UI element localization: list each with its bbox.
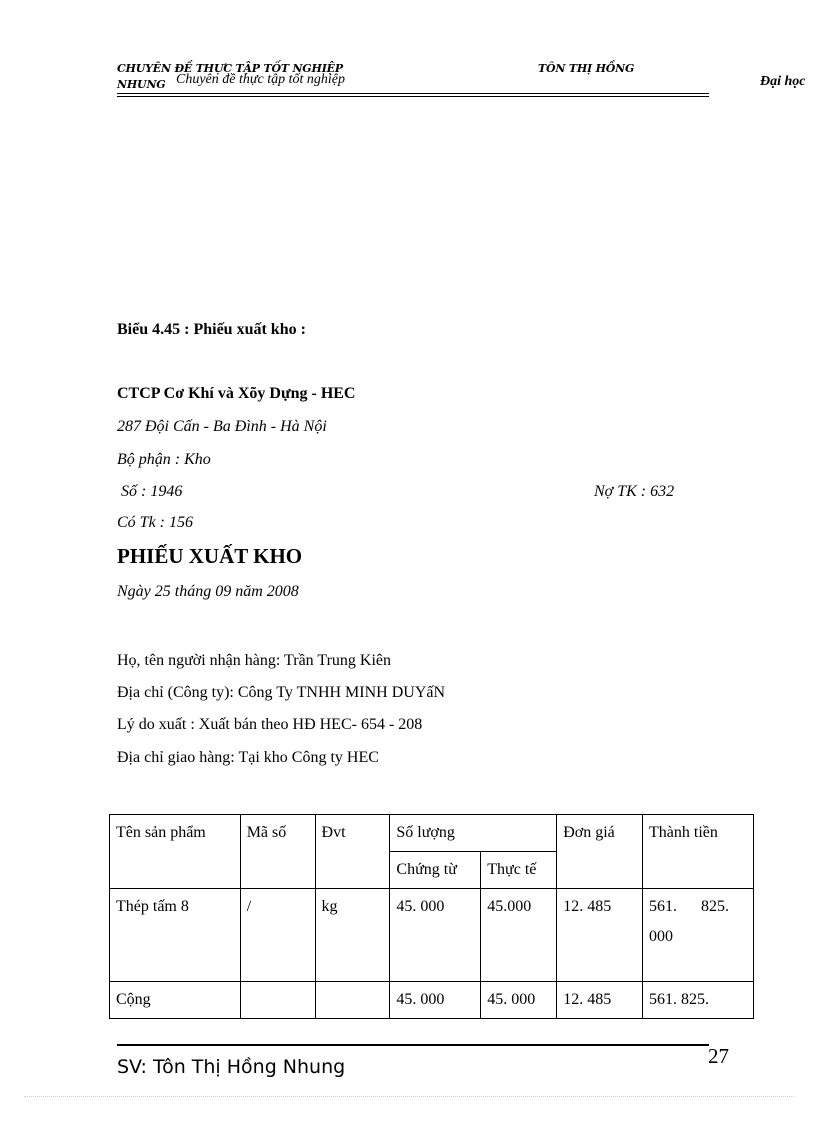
cell-product: Thép tấm 8 — [110, 889, 241, 982]
header-author: TÔN THỊ HỒNG — [538, 62, 635, 75]
company-address-line: Địa chỉ (Công ty): Công Ty TNHH MINH DUYấN — [117, 684, 446, 701]
table-total-row — [110, 982, 754, 1019]
cell-unit: kg — [315, 889, 390, 982]
cell-amount-line1: 561. 825. — [649, 898, 730, 915]
header-rule-bottom — [117, 96, 709, 97]
header-rule-top — [117, 93, 709, 94]
cell-code: / — [240, 889, 315, 982]
debit-account: Nợ TK : 632 — [594, 483, 675, 500]
total-unit — [315, 982, 390, 1019]
total-qty-actual: 45. 000 — [481, 982, 557, 1019]
total-label: Cộng — [110, 982, 241, 1019]
header-product: Tên sản phẩm — [110, 815, 241, 889]
company-address: 287 Đội Cấn - Ba Đình - Hà Nội — [117, 418, 327, 435]
goods-table — [109, 814, 754, 1019]
form-caption: Biểu 4.45 : Phiếu xuất kho : — [117, 321, 306, 338]
cell-amount-line2: 000 — [649, 928, 674, 945]
delivery-line: Địa chỉ giao hàng: Tại kho Công ty HEC — [117, 749, 379, 766]
header-overlay-title: Chuyên đề thực tập tốt nghiệp — [176, 72, 345, 87]
receiver-line: Họ, tên người nhận hàng: Trần Trung Kiên — [117, 652, 392, 669]
header-qty-doc: Chứng từ — [390, 852, 481, 889]
cell-unit-price: 12. 485 — [557, 889, 643, 982]
footer-rule — [117, 1044, 709, 1046]
company-name: CTCP Cơ Khí và Xõy Dựng - HEC — [117, 385, 356, 402]
total-qty-doc: 45. 000 — [390, 982, 481, 1019]
voucher-number: Số : 1946 — [117, 483, 183, 500]
cell-qty-doc: 45. 000 — [390, 889, 481, 982]
header-amount: Thành tiền — [643, 815, 754, 889]
footer-student-name: SV: Tôn Thị Hồng Nhung — [117, 1056, 346, 1078]
header-name-fragment: NHUNG — [117, 78, 166, 91]
total-unit-price: 12. 485 — [557, 982, 643, 1019]
table-row — [110, 889, 754, 982]
table-header-row — [110, 815, 754, 852]
credit-account: Có Tk : 156 — [117, 514, 193, 531]
document-title: PHIẾU XUẤT KHO — [117, 544, 303, 568]
cell-qty-actual: 45.000 — [481, 889, 557, 982]
department: Bộ phận : Kho — [117, 451, 211, 468]
header-code: Mã số — [240, 815, 315, 889]
document-date: Ngày 25 tháng 09 năm 2008 — [117, 583, 299, 600]
cell-amount — [643, 889, 754, 982]
header-quantity: Số lượng — [390, 815, 557, 852]
total-amount: 561. 825. — [643, 982, 754, 1019]
header-unit-price: Đơn giá — [557, 815, 643, 889]
header-unit: Đvt — [315, 815, 390, 889]
total-code — [240, 982, 315, 1019]
header-course-title: CHUYÊN ĐỀ THỰC TẬP TỐT NGHIỆP — [117, 62, 343, 75]
header-university-fragment: Đại học — [760, 74, 806, 89]
page-bottom-divider — [24, 1096, 794, 1097]
reason-line: Lý do xuất : Xuất bán theo HĐ HEC- 654 - 208 — [117, 716, 423, 733]
header-qty-actual: Thực tế — [481, 852, 557, 889]
page-number: 27 — [708, 1044, 729, 1068]
